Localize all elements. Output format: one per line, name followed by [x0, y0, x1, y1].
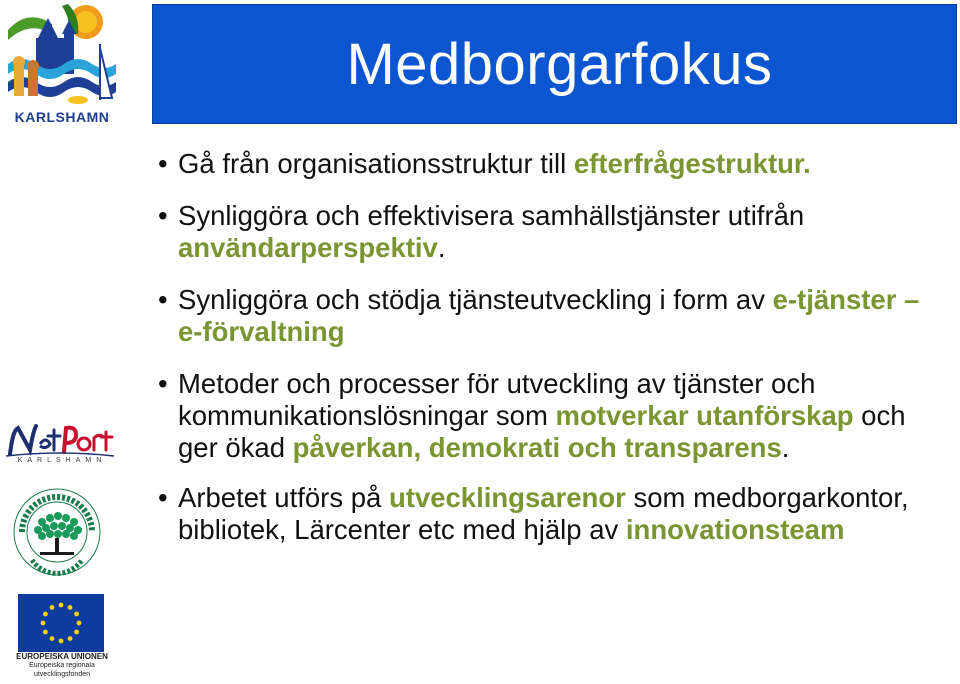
bullet-text: och ger ökad — [178, 400, 906, 463]
bullet-text: Metoder och processer för utveckling av tjänster och kommunikationslösningar som — [178, 368, 816, 431]
bullet-item — [152, 284, 942, 348]
bullet-punctuation: . — [781, 432, 790, 463]
netport-logo — [4, 420, 116, 478]
slide-title-bar — [152, 4, 957, 124]
eu-caption-line1: EUROPEISKA UNIONEN — [16, 652, 108, 661]
netport-subtitle: KARLSHAMN — [17, 457, 107, 464]
karlshamn-emblem-icon — [8, 4, 116, 108]
bullet-text: Synliggöra och stödja tjänsteutveckling i form av — [178, 284, 773, 315]
eu-caption-line2: Europeiska regionala — [29, 662, 95, 669]
bullet-item — [152, 148, 942, 180]
eu-flag-logo — [18, 594, 104, 652]
bullet-text: Arbetet utförs på — [178, 482, 389, 513]
bullet-highlight: efterfrågestruktur — [573, 148, 804, 179]
bullet-text: som medborgarkontor, bibliotek, Lärcenter etc med hjälp av — [178, 482, 909, 545]
bullet-highlight: motverkar utanförskap — [555, 400, 854, 431]
bullet-punctuation: . — [437, 232, 446, 263]
bullet-highlight: e-tjänster – e-förvaltning — [178, 284, 920, 347]
bullet-text: Gå från organisationsstruktur till — [178, 148, 574, 179]
netport-wordmark-icon — [4, 420, 116, 460]
bullet-list — [152, 140, 942, 546]
bullet-highlight: användarperspektiv — [178, 232, 438, 263]
eu-caption-line3: utvecklingsfonden — [33, 671, 91, 678]
bullet-punctuation: . — [803, 148, 811, 179]
bullet-highlight: påverkan, demokrati och transparens — [292, 432, 782, 463]
eu-flag-icon — [18, 594, 104, 652]
bth-tree-seal-icon — [12, 486, 102, 578]
bullet-highlight: utvecklingsarenor — [388, 482, 626, 513]
bullet-item — [152, 200, 942, 264]
bullet-item — [152, 482, 942, 546]
bth-logo — [12, 486, 102, 578]
bullet-item — [152, 368, 942, 464]
karlshamn-logo-text: KARLSHAMN — [14, 109, 110, 125]
bullet-highlight: innovationsteam — [625, 514, 845, 545]
slide-title: Medborgarfokus — [346, 31, 773, 97]
eu-caption — [12, 652, 112, 679]
bullet-text: Synliggöra och effektivisera samhällstjänster utifrån — [178, 200, 805, 231]
